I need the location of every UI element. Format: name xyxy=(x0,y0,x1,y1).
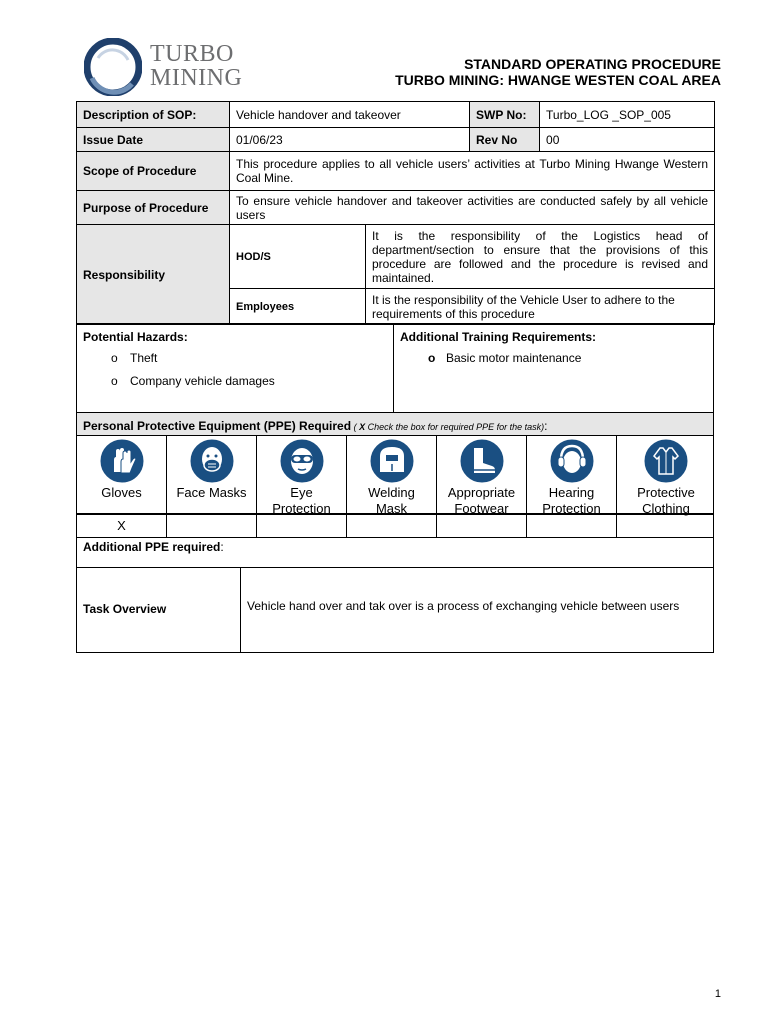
task-overview-value: Vehicle hand over and tak over is a process of exchanging vehicle between users xyxy=(247,599,680,613)
sop-info-table xyxy=(76,101,715,325)
ppe-checkbox-protective-clothing[interactable] xyxy=(617,515,715,537)
company-logo xyxy=(84,38,264,96)
ppe-item-eye-protection xyxy=(257,436,347,516)
table-row xyxy=(77,128,715,152)
page-number: 1 xyxy=(714,988,721,1000)
hod-label: HOD/S xyxy=(230,225,366,289)
ppe-label: Appropriate xyxy=(447,485,516,500)
face-mask-icon xyxy=(189,438,235,484)
ppe-title: Personal Protective Equipment (PPE) Required xyxy=(83,419,352,433)
responsibility-label: Responsibility xyxy=(77,225,230,325)
employees-label: Employees xyxy=(230,289,366,325)
title-line-2: TURBO MINING: HWANGE WESTEN COAL AREA xyxy=(395,72,721,88)
description-label: Description of SOP: xyxy=(77,102,230,128)
list-item: o Basic motor maintenance xyxy=(428,351,582,365)
ppe-label: Footwear xyxy=(454,501,509,516)
ppe-check-row xyxy=(76,514,714,538)
document-title xyxy=(395,56,721,88)
ppe-checkbox-face-masks[interactable] xyxy=(167,515,257,537)
hazards-title: Potential Hazards: xyxy=(83,330,188,344)
title-line-1: STANDARD OPERATING PROCEDURE xyxy=(464,56,721,72)
hazards-list xyxy=(83,351,387,388)
ppe-label: Gloves xyxy=(101,485,142,500)
hearing-protection-icon xyxy=(549,438,595,484)
purpose-label: Purpose of Procedure xyxy=(77,191,230,225)
ppe-label: Mask xyxy=(375,501,408,516)
training-block xyxy=(393,323,714,413)
table-row xyxy=(77,191,715,225)
scope-value: This procedure applies to all vehicle users’ activities at Turbo Mining Hwange Western Coal Mine. xyxy=(230,152,715,191)
issue-date-label: Issue Date xyxy=(77,128,230,152)
table-row xyxy=(77,225,715,289)
rev-label: Rev No xyxy=(470,128,540,152)
hazards-block xyxy=(76,323,394,413)
gloves-icon xyxy=(99,438,145,484)
logo-swirl-icon xyxy=(84,38,142,96)
ppe-hint: ( X Check the box for required PPE for the task) xyxy=(351,422,545,432)
logo-wordmark xyxy=(150,42,242,90)
employees-value: It is the responsibility of the Vehicle User to adhere to the requirements of this procedure xyxy=(366,289,715,325)
task-overview-row xyxy=(76,567,714,653)
additional-ppe-row: Additional PPE required: xyxy=(76,537,714,568)
protective-clothing-icon xyxy=(643,438,689,484)
ppe-label: Hearing xyxy=(548,485,595,500)
ppe-item-protective-clothing xyxy=(617,436,715,516)
ppe-checkbox-welding-mask[interactable] xyxy=(347,515,437,537)
hod-value: It is the responsibility of the Logistics head of department/section to ensure that the provisions of this procedure are followed and the procedure is revised and maintained. xyxy=(366,225,715,289)
ppe-label: Eye xyxy=(290,485,313,500)
additional-ppe-label: Additional PPE required xyxy=(83,540,221,554)
ppe-label: Protection xyxy=(272,501,331,516)
swp-label: SWP No: xyxy=(470,102,540,128)
ppe-item-welding-mask xyxy=(347,436,437,516)
training-list xyxy=(400,351,707,365)
list-item: o Company vehicle damages xyxy=(111,374,275,388)
ppe-item-gloves xyxy=(77,436,167,513)
ppe-label: Protection xyxy=(542,501,601,516)
table-row xyxy=(77,102,715,128)
ppe-checkbox-footwear[interactable] xyxy=(437,515,527,537)
training-title: Additional Training Requirements: xyxy=(400,330,597,344)
logo-line-1: TURBO xyxy=(150,41,234,67)
ppe-item-hearing-protection xyxy=(527,436,617,516)
ppe-label: Welding xyxy=(368,485,415,500)
purpose-value: To ensure vehicle handover and takeover activities are conducted safely by all vehicle users xyxy=(230,191,715,225)
ppe-label: Protective xyxy=(637,485,695,500)
ppe-checkbox-gloves[interactable]: X xyxy=(77,515,167,537)
issue-date-value: 01/06/23 xyxy=(230,128,470,152)
description-value: Vehicle handover and takeover xyxy=(230,102,470,128)
ppe-label: Face Masks xyxy=(176,485,247,500)
welding-mask-icon xyxy=(369,438,415,484)
ppe-label: Clothing xyxy=(642,501,690,516)
ppe-checkbox-eye-protection[interactable] xyxy=(257,515,347,537)
ppe-item-face-masks xyxy=(167,436,257,513)
ppe-checkbox-hearing-protection[interactable] xyxy=(527,515,617,537)
swp-value: Turbo_LOG _SOP_005 xyxy=(540,102,715,128)
rev-value: 00 xyxy=(540,128,715,152)
ppe-item-footwear xyxy=(437,436,527,516)
logo-line-2: MINING xyxy=(150,65,243,91)
task-overview-label: Task Overview xyxy=(77,568,241,652)
table-row xyxy=(77,152,715,191)
footwear-icon xyxy=(459,438,505,484)
scope-label: Scope of Procedure xyxy=(77,152,230,191)
list-item: o Theft xyxy=(111,351,158,365)
eye-protection-icon xyxy=(279,438,325,484)
ppe-header: Personal Protective Equipment (PPE) Required ( X Check the box for required PPE for the task): xyxy=(76,412,714,436)
ppe-icons-row xyxy=(76,436,714,514)
